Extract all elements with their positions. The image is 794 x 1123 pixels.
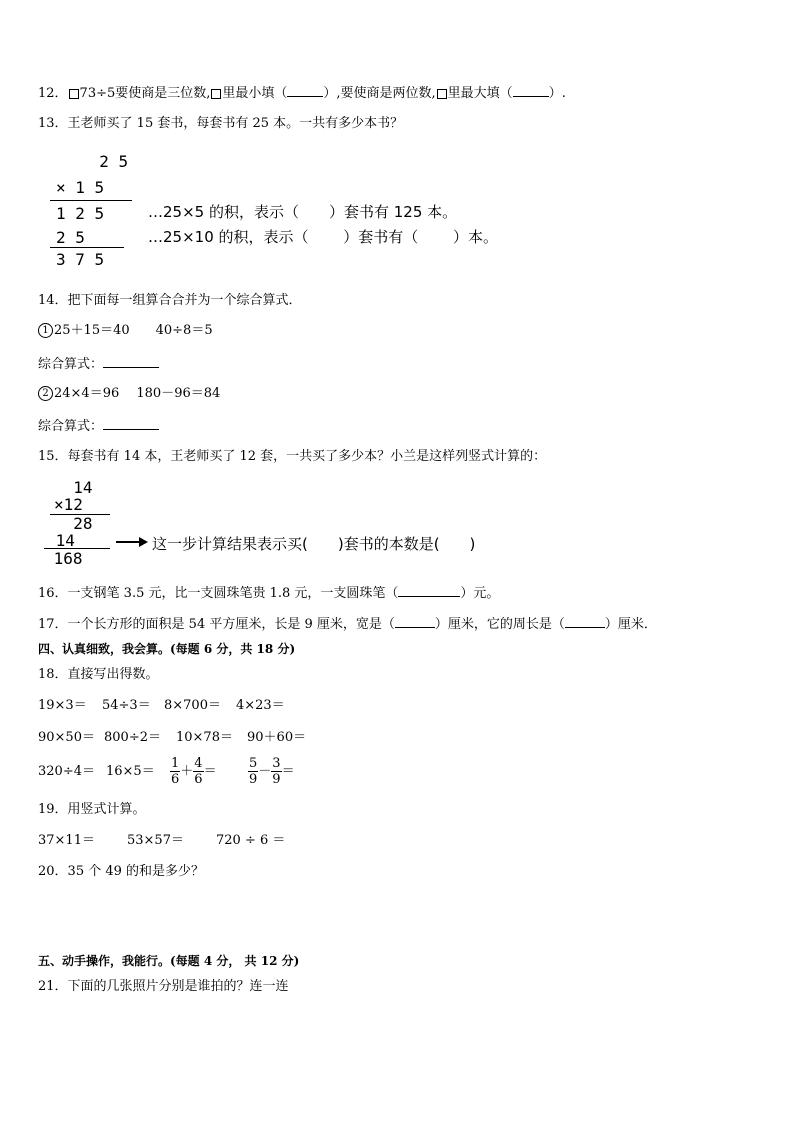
fraction: $\frac{5}{9}$	[249, 756, 258, 787]
question-16	[38, 584, 499, 602]
calc-row-3	[38, 756, 295, 788]
question-text: 17．一个长方形的面积是 54 平方厘米，长是 9 厘米，宽是（	[38, 617, 395, 632]
label: 综合算式：	[38, 357, 104, 372]
fraction: $\frac{4}{6}$	[194, 756, 203, 787]
calc-item: 10×78＝	[176, 730, 233, 745]
calc-item: 720 ÷ 6 ＝	[216, 833, 286, 848]
question-text: 里最大填（	[447, 86, 513, 101]
vertical-row: ×12	[54, 495, 83, 514]
question-text: 16．一支钢笔 3.5 元，比一支圆珠笔贵 1.8 元，一支圆珠笔（	[38, 586, 399, 601]
expression: 25＋15＝40 40÷8＝5	[54, 323, 213, 338]
question-20: 20．35 个 49 的和是多少？	[38, 864, 205, 879]
answer-blank[interactable]	[395, 615, 435, 628]
annotation: 这一步计算结果表示买( )套书的本数是( )	[152, 535, 476, 553]
question-text: ）,要使商是两位数,	[323, 86, 436, 101]
answer-blank[interactable]	[398, 584, 460, 597]
calc-item: 53×57＝	[127, 833, 184, 848]
annotation-1: …25×5 的积，表示（ ）套书有 125 本。	[148, 203, 458, 221]
answer-blank[interactable]	[565, 615, 605, 628]
vertical-row: × 1 5	[56, 178, 105, 197]
group-1	[38, 323, 213, 339]
combined-formula-2	[38, 417, 159, 435]
divider-line	[50, 247, 124, 248]
calc-item: 37×11＝	[38, 833, 95, 848]
combined-formula-1	[38, 355, 159, 373]
question-13: 13．王老师买了 15 套书，每套书有 25 本。一共有多少本书？	[38, 116, 404, 131]
question-text: 73÷5要使商是三位数,	[79, 86, 211, 101]
question-12	[38, 84, 566, 102]
divider-line	[50, 200, 132, 201]
question-14: 14．把下面每一组算合合并为一个综合算式．	[38, 293, 302, 308]
calc-item: 4×23＝	[236, 698, 285, 713]
circled-number-1-icon: 1	[38, 323, 53, 338]
calc-item: 90×50＝	[38, 730, 95, 745]
section-4-heading: 四、认真细致，我会算。(每题 6 分，共 18 分)	[38, 642, 296, 656]
question-17	[38, 615, 657, 633]
vertical-row: 1 2 5	[56, 204, 105, 223]
vertical-calc-row	[38, 833, 285, 849]
annotation-2: …25×10 的积，表示（ ）套书有（ ）本。	[148, 228, 499, 246]
fraction: $\frac{3}{9}$	[272, 756, 281, 787]
fraction-expression-2: $\frac{5}{9}$ － $\frac{3}{9}$ ＝	[249, 756, 295, 787]
vertical-row: 14	[54, 478, 93, 497]
vertical-row: 2 5	[56, 228, 85, 247]
section-5-heading: 五、动手操作，我能行。(每题 4 分， 共 12 分)	[38, 954, 300, 968]
answer-blank[interactable]	[287, 84, 323, 97]
calc-item: 90＋60＝	[247, 730, 307, 745]
expression: 24×4＝96 180－96＝84	[54, 386, 221, 401]
question-text: ）.	[548, 86, 566, 101]
vertical-row: 2 5	[80, 152, 129, 171]
question-number: 12．	[38, 86, 68, 101]
question-text: 里最小填（	[222, 86, 288, 101]
answer-blank[interactable]	[103, 417, 159, 430]
group-2	[38, 386, 220, 402]
fraction-expression-1: $\frac{1}{6}$ ＋ $\frac{4}{6}$ ＝	[171, 756, 217, 787]
question-15: 15．每套书有 14 本，王老师买了 12 套，一共买了多少本？小兰是这样列竖式计算的：	[38, 449, 547, 464]
vertical-row: 14	[46, 531, 75, 550]
arrow-right-icon	[116, 541, 146, 543]
calc-item: 16×5＝	[106, 764, 155, 779]
circled-number-2-icon: 2	[38, 386, 53, 401]
question-18: 18．直接写出得数。	[38, 667, 159, 682]
question-text: ）厘米．	[604, 617, 657, 632]
blank-box-icon	[437, 89, 447, 99]
question-21: 21．下面的几张照片分别是谁拍的？连一连	[38, 979, 289, 994]
calc-row-1	[38, 698, 285, 714]
question-19: 19．用竖式计算。	[38, 802, 146, 817]
calc-item: 8×700＝	[164, 698, 221, 713]
calc-item: 54÷3＝	[102, 698, 151, 713]
calc-item: 320÷4＝	[38, 764, 95, 779]
answer-blank[interactable]	[513, 84, 549, 97]
vertical-row: 168	[44, 549, 83, 568]
question-text: ）元。	[460, 586, 500, 601]
blank-box-icon	[211, 89, 221, 99]
vertical-row: 3 7 5	[56, 250, 105, 269]
vertical-row: 28	[54, 514, 93, 533]
question-text: ）厘米，它的周长是（	[434, 617, 565, 632]
answer-blank[interactable]	[103, 355, 159, 368]
calc-item: 19×3＝	[38, 698, 87, 713]
fraction: $\frac{1}{6}$	[171, 756, 180, 787]
calc-item: 800÷2＝	[104, 730, 161, 745]
blank-box-icon	[69, 89, 79, 99]
label: 综合算式：	[38, 419, 104, 434]
calc-row-2	[38, 730, 306, 746]
